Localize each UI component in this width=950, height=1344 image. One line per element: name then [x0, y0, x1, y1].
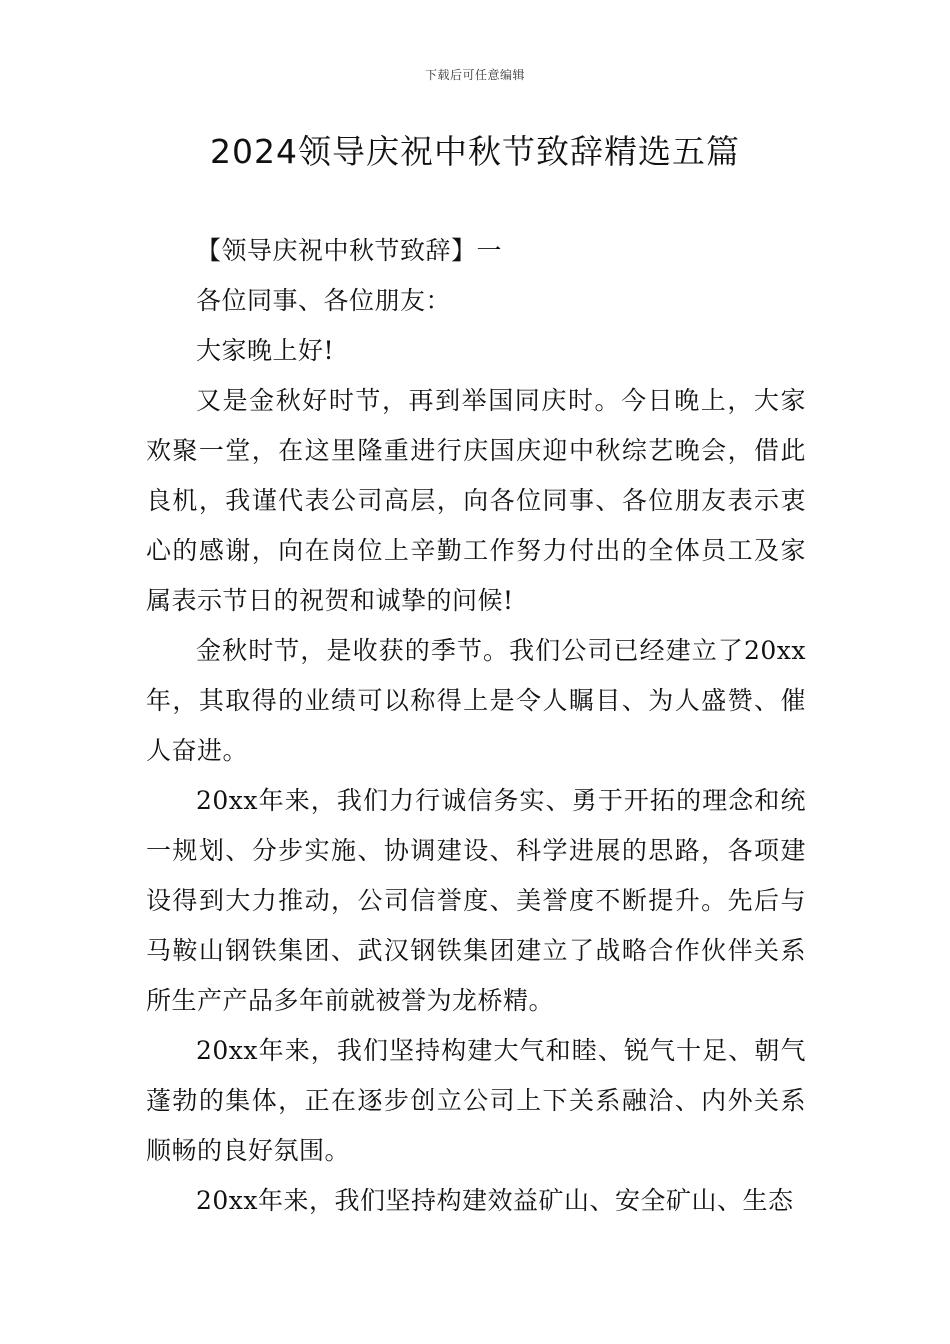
- paragraph: 20xx年来，我们坚持构建大气和睦、锐气十足、朝气蓬勃的集体，正在逐步创立公司上下关系融洽、内外关系顺畅的良好氛围。: [146, 1036, 806, 1165]
- header-note: 下载后可任意编辑: [424, 68, 525, 82]
- paragraph: 20xx年来，我们坚持构建效益矿山、安全矿山、生态: [196, 1186, 794, 1215]
- paragraph: 金秋时节，是收获的季节。我们公司已经建立了20xx年，其取得的业绩可以称得上是令人瞩目、为人盛赞、催人奋进。: [146, 636, 806, 765]
- paragraph-greeting: 大家晚上好!: [196, 336, 335, 365]
- paragraph-salutation: 各位同事、各位朋友：: [196, 286, 452, 315]
- document-title: 2024领导庆祝中秋节致辞精选五篇: [210, 132, 740, 171]
- paragraph: 20xx年来，我们力行诚信务实、勇于开拓的理念和统一规划、分步实施、协调建设、科学进展的思路，各项建设得到大力推动，公司信誉度、美誉度不断提升。先后与马鞍山钢铁集团、武汉钢铁集团建立了战略合作伙伴关系所生产产品多年前就被誉为龙桥精。: [146, 786, 806, 1015]
- paragraph-section-heading: 【领导庆祝中秋节致辞】一: [196, 236, 503, 265]
- paragraph: 又是金秋好时节，再到举国同庆时。今日晚上，大家欢聚一堂，在这里隆重进行庆国庆迎中秋综艺晚会，借此良机，我谨代表公司高层，向各位同事、各位朋友表示衷心的感谢，向在岗位上辛勤工作努力付出的全体员工及家属表示节日的祝贺和诚挚的问候!: [146, 386, 806, 615]
- document-body: [146, 226, 806, 1226]
